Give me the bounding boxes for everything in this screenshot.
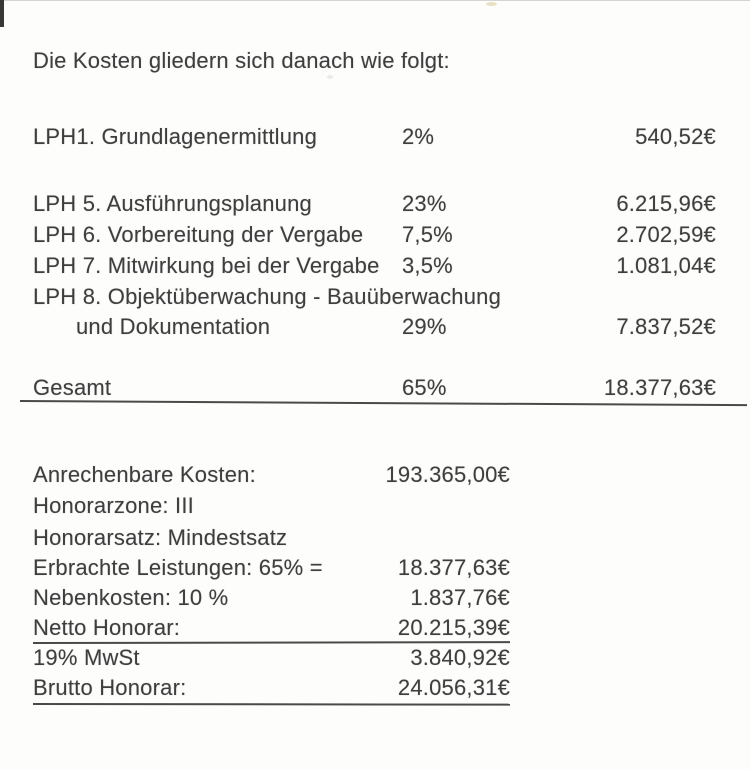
fee-amount: 540,52€ [635,124,716,149]
fee-row-lph7 [0,251,750,281]
summary-label: Honorarzone: III [33,493,194,518]
fee-percent: 7,5% [402,222,453,247]
fee-row-lph5 [0,189,750,219]
total-label: Gesamt [33,375,112,400]
fee-row-lph6 [0,220,750,250]
fee-label: und Dokumentation [76,314,271,339]
summary-row-honorarsatz [0,523,750,553]
summary-row-nebenkosten [0,583,750,613]
summary-label: Honorarsatz: Mindestsatz [33,525,288,550]
total-amount: 18.377,63€ [603,375,716,400]
scan-corner-artifact [0,0,4,27]
fee-percent: 29% [402,314,447,339]
fee-amount: 2.702,59€ [616,222,716,247]
summary-row-anrechenbare-kosten [0,460,750,490]
fee-label: LPH 8. Objektüberwachung - Bauüberwachung [33,284,502,309]
intro-text: Die Kosten gliedern sich danach wie folgt: [33,48,450,73]
summary-label: Anrechenbare Kosten: [33,462,256,487]
summary-row-honorarzone [0,491,750,521]
fee-total-row [0,373,750,403]
summary-value: 20.215,39€ [397,615,510,640]
fee-percent: 23% [402,191,447,216]
summary-row-erbrachte-leistungen [0,553,750,583]
scan-smudge-artifact [486,2,497,6]
summary-row-brutto-honorar [0,673,750,703]
fee-label: LPH 7. Mitwirkung bei der Vergabe [33,253,380,278]
summary-value: 24.056,31€ [397,675,510,700]
summary-label: Nebenkosten: 10 % [33,585,229,610]
scan-top-edge-artifact [0,0,750,1]
summary-label: 19% MwSt [33,645,140,670]
summary-row-netto-honorar [0,613,750,643]
fee-amount: 1.081,04€ [616,253,716,278]
fee-label: LPH1. Grundlagenermittlung [33,124,318,149]
summary-label: Brutto Honorar: [33,675,187,700]
fee-label: LPH 6. Vorbereitung der Vergabe [33,222,364,247]
summary-label: Erbrachte Leistungen: 65% = [33,555,323,580]
total-percent: 65% [402,375,447,400]
summary-value: 18.377,63€ [397,555,510,580]
intro-line [0,46,750,76]
summary-value: 3.840,92€ [410,645,510,670]
fee-row-lph8-line2 [0,312,750,342]
summary-label: Netto Honorar: [33,615,181,640]
summary-row-mwst [0,643,750,673]
fee-percent: 3,5% [402,253,453,278]
summary-value: 193.365,00€ [385,462,510,487]
brutto-underline [33,703,510,706]
summary-value: 1.837,76€ [410,585,510,610]
fee-amount: 7.837,52€ [616,314,716,339]
fee-amount: 6.215,96€ [616,191,716,216]
fee-row-lph1 [0,122,750,152]
fee-row-lph8-line1 [0,282,750,312]
fee-percent: 2% [402,124,435,149]
fee-label: LPH 5. Ausführungsplanung [33,191,312,216]
